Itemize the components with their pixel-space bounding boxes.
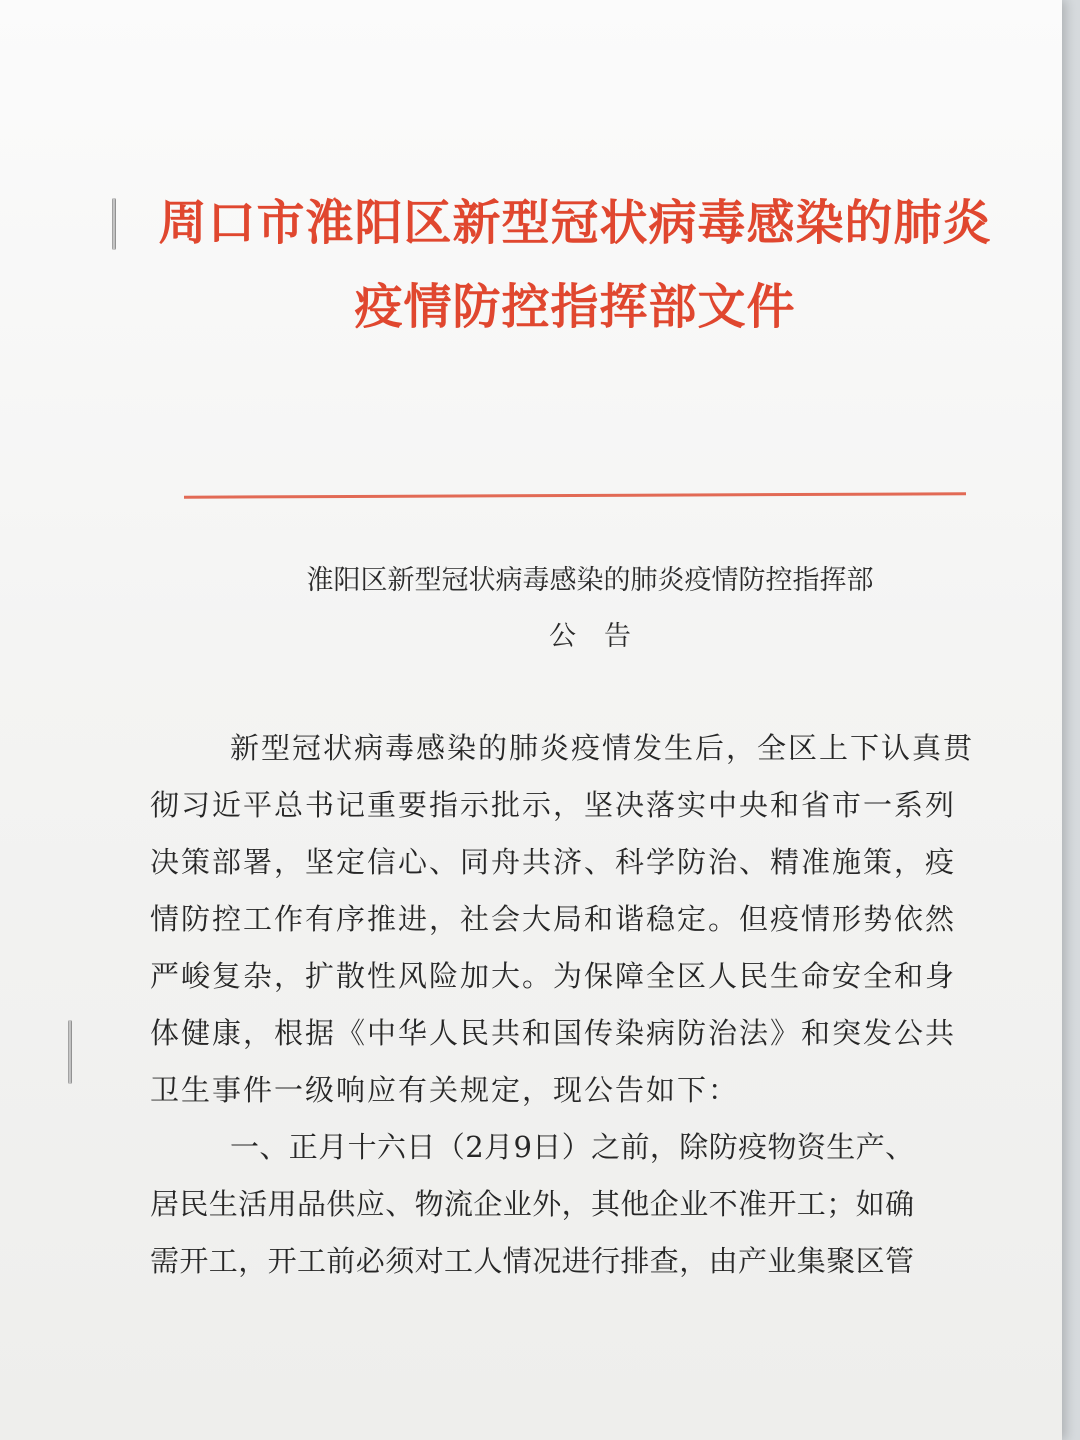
notice-heading: 公告 <box>549 621 659 652</box>
body-line: 决策部署，坚定信心、同舟共济、科学防治、精准施策，疫 <box>150 845 957 879</box>
notice-issuer-title: 淮阳区新型冠状病毒感染的肺炎疫情防控指挥部 <box>306 565 874 596</box>
body-line: 情防控工作有序推进，社会大局和谐稳定。但疫情形势依然 <box>150 902 957 936</box>
red-divider-line <box>184 492 966 498</box>
notice-body <box>150 720 1030 1290</box>
body-line: 彻习近平总书记重要指示批示，坚决落实中央和省市一系列 <box>150 788 957 822</box>
body-line: 需开工，开工前必须对工人情况进行排查，由产业集聚区管 <box>150 1244 915 1278</box>
document-header-title-line2: 疫情防控指挥部文件 <box>354 279 796 335</box>
body-line: 卫生事件一级响应有关规定，现公告如下： <box>150 1073 740 1107</box>
document-header-title-line1: 周口市淮阳区新型冠状病毒感染的肺炎 <box>158 195 992 251</box>
staple-top <box>112 198 116 250</box>
staple-bottom <box>68 1020 72 1084</box>
body-line: 一、正月十六日（2月9日）之前，除防疫物资生产、 <box>230 1130 915 1164</box>
body-line: 严峻复杂，扩散性风险加大。为保障全区人民生命安全和身 <box>150 959 957 993</box>
body-line: 新型冠状病毒感染的肺炎疫情发生后，全区上下认真贯 <box>230 731 975 765</box>
body-line: 体健康，根据《中华人民共和国传染病防治法》和突发公共 <box>150 1016 957 1050</box>
body-line: 居民生活用品供应、物流企业外，其他企业不准开工；如确 <box>150 1187 915 1221</box>
